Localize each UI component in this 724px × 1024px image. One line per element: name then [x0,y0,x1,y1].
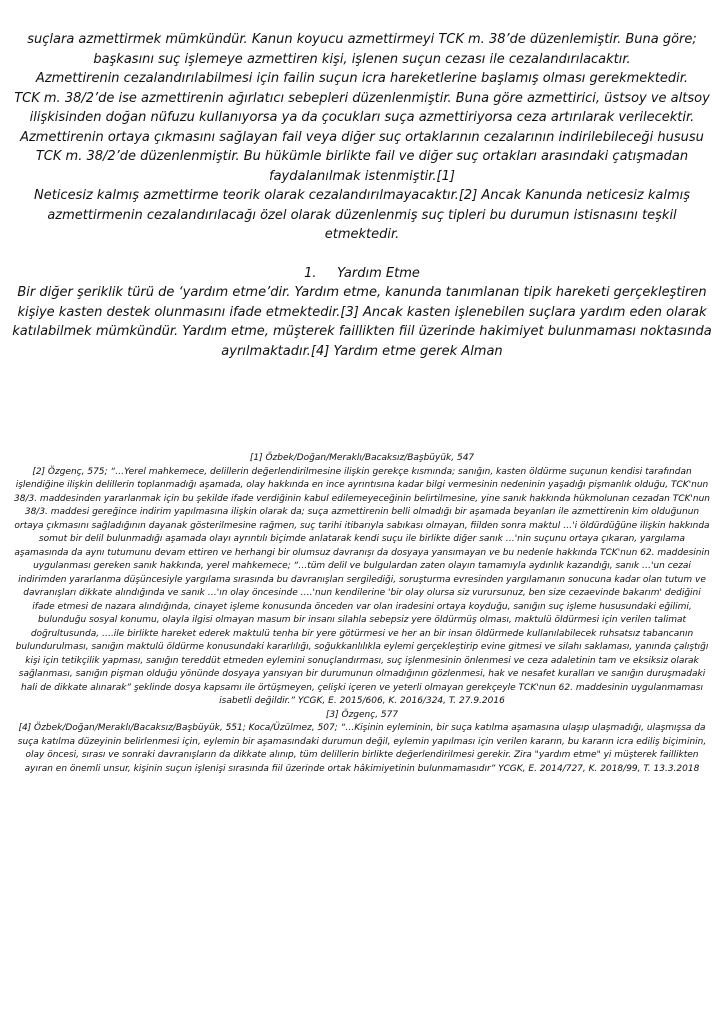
main-text [10,30,714,361]
paragraph-agirlatici-sebepler: TCK m. 38/2’de ise azmettirenin ağırlatıcı sebepleri düzenlenmiştir. Buna göre azmettirici, üstsoy ve altsoy ilişkisinden doğan nüfuzu kullanıyorsa ya da çocukları suça azmettiriyorsa ceza artırılarak verilecektir. [14,90,710,125]
footnote-3: [3] Özgenç, 577 [325,709,399,720]
paragraph-indirim: Azmettirenin ortaya çıkmasını sağlayan fail veya diğer suç ortaklarının cezalarının indirilebileceği hususu TCK m. 38/2’de düzenlenmiştir. Bu hükümle birlikte fail ve diğer suç ortakları arasındaki çatışmadan faydalanılmak istenmiştir.[1] [20,129,704,184]
paragraph-azmettirme-intro: suçlara azmettirmek mümkündür. Kanun koyucu azmettirmeyi TCK m. 38’de düzenlemiştir. Buna göre; başkasını suç işlemeye azmettiren kişi, işlenen suçun cezası ile cezalandırılacaktır. [27,32,697,67]
footnote-2: [2] Özgenç, 575; “…Yerel mahkemece, delillerin değerlendirilmesine ilişkin gerekçe kısmında; sanığın, kasten öldürme suçunun kendisi tarafından işlendiğine ilişkin delillerin toplanmadığı aşamada, olay hakkında en ince ayrıntısına kadar bilgi vermesinin nedeninin yaşadığı pişmanlık olduğu, TCK'nun 38/3. maddesinden yararlanmak için bu şekilde ifade verdiğinin kabul edilemeyeceğinin belirtilmesine, yine sanık hakkında hükmolunan cezadan TCK'nun 38/3. maddesi gereğince indirim yapılmasına ilişkin olarak da; suça azmettirenin belli olmadığı bir aşamada beyanları ile azmettirenin kim olduğunun ortaya çıkmasını sağladığının dayanak gösterilmesine rağmen, suç tarihi itibarıyla sabıkası olmayan, fiilden sonra maktul …'i öldürdüğüne ilişkin hakkında somut bir delil bulunmadığı aşamada olayı ayrıntılı biçimde anlatarak kendi suçu ile birlikte diğer sanık …'nin suçunu ortaya çıkaran, yargılama aşamasında da aynı tutumunu devam ettiren ve herhangi bir olumsuz davranışı da dosyaya yansımayan ve bu nedenle hakkında TCK'nun 62. maddesinin uygulanması gereken sanık hakkında, yerel mahkemece; “…tüm delil ve bulgulardan zaten olayın tamamıyla aydınlık kazandığı, sanık …'un cezai indirimden yararlanma düşüncesiyle yargılama sırasında bu davranışları sergilediği, soruşturma evresinden yargılamanın sonucuna kadar olan tutum ve davranışları dikkate alındığında ve sanık …'ın olay öncesinde ….'nun kendilerine 'bir olay olursa siz vurursunuz, ben size cezaevinde bakarım' dediğini ifade etmesi de nazara alındığında, cinayet işleme konusunda önceden var olan iradesini ortaya koyduğu, sanığın suç işleme hususundaki eğilimi, bulunduğu sosyal konumu, olayla ilgisi olmayan masum bir insanı silahla sebepsiz yere öldürmüş olması, maktulü öldürmesi için verilen talimat doğrultusunda, ….ile birlikte hareket ederek maktulü tenha bir yere götürmesi ve her an bir insan öldürmede kullanılabilecek ruhsatsız tabancanın bulundurulması, sanığın maktulü öldürme konusundaki kararlılığı, soğukkanlılıkla eylemi gerçekleştirip evine gitmesi ve silahı saklaması, yanında çalıştığı kişi için tetikçilik yapması, sanığın tereddüt etmeden eylemini sonuçlandırması, suç işlenmesinin önlenmesi ve ceza adaletinin tam ve eksiksiz olarak sağlanması, sanığın pişman olduğu yönünde dosyaya yansıyan bir durumunun olmadığının gözlenmesi, hak ve nesafet kuralları ve sanığın duruşmadaki hali de dikkate alınarak” şeklinde dosya kapsamı ile örtüşmeyen, çelişki içeren ve yeterli olmayan gerekçeyle TCK'nun 62. maddesinin uygulanmaması isabetli değildir.” YCGK, E. 2015/606, K. 2016/324, T. 27.9.2016 [14,466,710,706]
footnote-4: [4] Özbek/Doğan/Meraklı/Bacaksız/Başbüyük, 551; Koca/Üzülmez, 507; “…Kişinin eyleminin, bir suça katılma aşamasına ulaşıp ulaşmadığı, ulaşmışsa da suça katılma düzeyinin belirlenmesi için, eylemin bir aşamasındaki durumun değil, eylemin yapılması için verilen kararın, bu kararın icra ediliş biçiminin, olay öncesi, sırası ve sonraki davranışların da dikkate alınıp, tüm delillerin birlikte değerlendirilmesi gerekir. Zira "yardım etme" yi müşterek faillikten ayıran en önemli unsur, kişinin suçun işlenişi sırasında fiil üzerinde ortak hâkimiyetinin bulunmamasıdır” YCGK, E. 2014/727, K. 2018/99, T. 13.3.2018 [17,723,707,774]
paragraph-icra-hareketleri: Azmettirenin cezalandırılabilmesi için failin suçun icra hareketlerine başlamış olması gerekmektedir. [35,71,689,86]
footnote-1: [1] Özbek/Doğan/Meraklı/Bacaksız/Başbüyük, 547 [249,453,475,463]
footnotes [14,452,710,776]
paragraph-gap [10,245,714,264]
paragraph-yardim-etme: Bir diğer şeriklik türü de ‘yardım etme’dir. Yardım etme, kanunda tanımlanan tipik hareketi gerçekleştiren kişiye kasten destek olunmasını ifade etmektedir.[3] Ancak kasten işlenebilen suçlara yardım eden olarak katılabilmek mümkündür. Yardım etme, müşterek faillikten fiil üzerinde hakimiyet bulunmaması noktasında ayrılmaktadır.[4] Yardım etme gerek Alman [12,285,712,359]
paragraph-neticesiz-azmettirme: Neticesiz kalmış azmettirme teorik olarak cezalandırılmayacaktır.[2] Ancak Kanunda neticesiz kalmış azmettirmenin cezalandırılacağı özel olarak düzenlenmiş suç tipleri bu durumun istisnasını teşkil etmektedir. [33,188,691,242]
section-heading: 1. Yardım Etme [304,265,420,281]
